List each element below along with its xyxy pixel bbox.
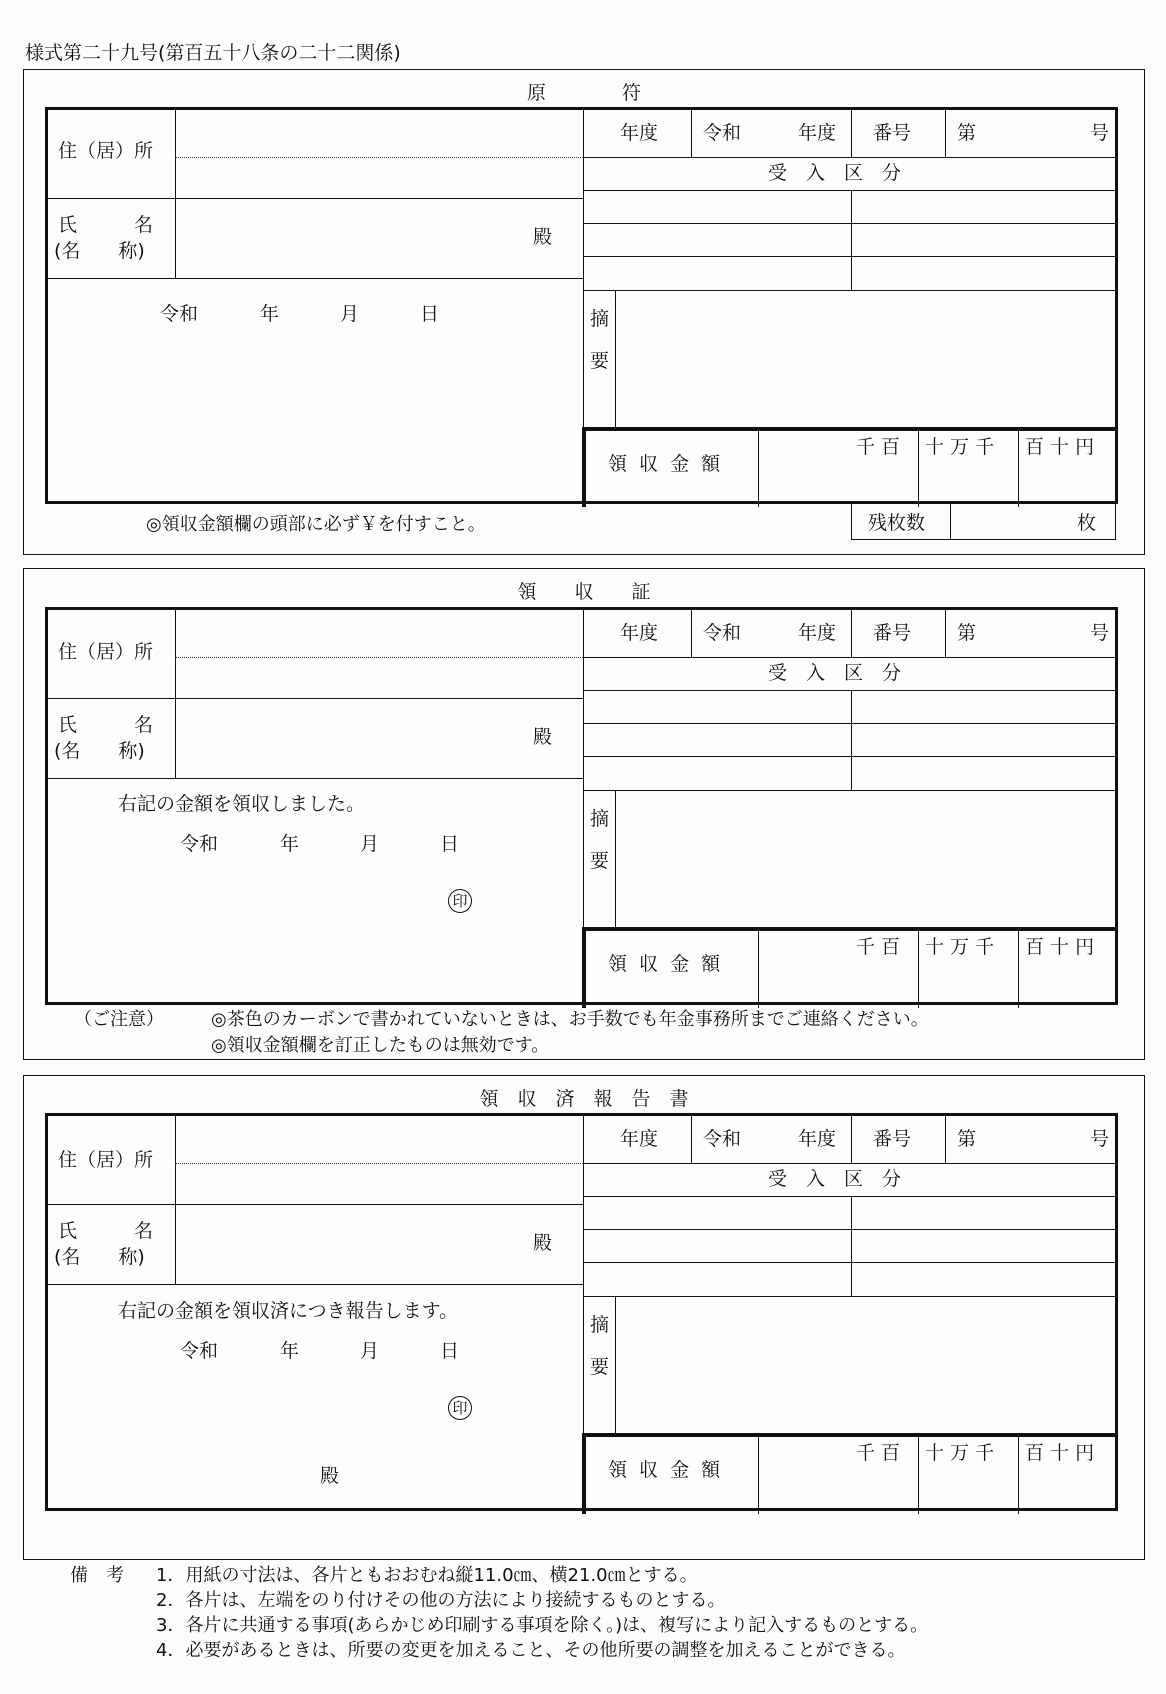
amount-digits: 千 百 xyxy=(856,1442,901,1464)
receipt-category-cell[interactable] xyxy=(586,193,849,288)
amount-digits: 千 百 xyxy=(856,436,901,458)
receipt-category-label: 受 入 区 分 xyxy=(768,662,902,684)
section-report xyxy=(23,1075,1145,1560)
remaining-count-box xyxy=(851,502,1116,540)
number-label: 番号 xyxy=(873,122,912,144)
amount-digits: 百 十 円 xyxy=(1025,436,1095,458)
dono-text: 殿 xyxy=(320,1465,340,1487)
number-prefix: 第 xyxy=(957,1128,977,1150)
remarks-item: 1．用紙の寸法は、各片ともおおむね縦11.0㎝、横21.0㎝とする。 xyxy=(156,1565,698,1586)
dono-text: 殿 xyxy=(533,226,553,248)
remaining-unit: 枚 xyxy=(1077,512,1097,534)
summary-label: 要 xyxy=(590,850,610,872)
number-label: 番号 xyxy=(873,622,912,644)
amount-field[interactable] xyxy=(761,1466,1115,1510)
section-receipt xyxy=(23,568,1145,1060)
seal-mark: 印 xyxy=(448,1396,472,1420)
remaining-label: 残枚数 xyxy=(868,512,926,534)
number-prefix: 第 xyxy=(957,122,977,144)
name-label: 氏 名 xyxy=(58,714,154,736)
receipt-category-cell[interactable] xyxy=(854,693,1114,788)
date-year: 年 xyxy=(280,1340,300,1362)
report-table xyxy=(45,1113,1118,1511)
remarks-label: 備 考 xyxy=(70,1565,124,1586)
report-statement: 右記の金額を領収済につき報告します。 xyxy=(118,1300,459,1322)
caution-label: （ご注意） xyxy=(74,1009,164,1030)
dono-text: 殿 xyxy=(533,726,553,748)
fiscal-year-label: 年度 xyxy=(620,122,659,144)
form-title: 様式第二十九号(第百五十八条の二十二関係) xyxy=(25,42,401,64)
remaining-count-field[interactable] xyxy=(953,504,1073,536)
section-title: 原 符 xyxy=(526,82,641,104)
name-label: 氏 名 xyxy=(58,214,154,236)
amount-digits: 百 十 円 xyxy=(1025,1442,1095,1464)
receipt-table xyxy=(45,607,1118,1005)
receipt-category-label: 受 入 区 分 xyxy=(768,1168,902,1190)
name-label-alt: (名 称) xyxy=(54,1246,145,1268)
stub-table xyxy=(45,107,1118,504)
receipt-category-cell[interactable] xyxy=(854,1199,1114,1294)
date-reiwa: 令和 xyxy=(180,833,219,855)
amount-digits: 十 万 千 xyxy=(925,1442,995,1464)
receipt-category-cell[interactable] xyxy=(586,1199,849,1294)
receipt-statement: 右記の金額を領収しました。 xyxy=(118,793,366,815)
name-label-alt: (名 称) xyxy=(54,240,145,262)
date-month: 月 xyxy=(340,303,360,325)
summary-label: 摘 xyxy=(590,308,610,330)
address-label: 住（居）所 xyxy=(58,641,154,663)
amount-digits: 十 万 千 xyxy=(925,936,995,958)
section-title: 領 収 済 報 告 書 xyxy=(479,1088,689,1110)
summary-label: 要 xyxy=(590,1356,610,1378)
amount-label: 領 収 金 額 xyxy=(608,1459,724,1481)
fiscal-year-label: 年度 xyxy=(620,622,659,644)
number-label: 番号 xyxy=(873,1128,912,1150)
address-label: 住（居）所 xyxy=(58,1149,154,1171)
reiwa-fiscal-year-field[interactable]: 令和 年度 xyxy=(703,122,837,144)
receipt-category-label: 受 入 区 分 xyxy=(768,162,902,184)
caution-line: ◎茶色のカーボンで書かれていないときは、お手数でも年金事務所までご連絡ください。 xyxy=(211,1009,929,1030)
amount-digits: 十 万 千 xyxy=(925,436,995,458)
summary-label: 要 xyxy=(590,350,610,372)
yen-note: ◎領収金額欄の頭部に必ず￥を付すこと。 xyxy=(146,514,486,535)
caution-line: ◎領収金額欄を訂正したものは無効です。 xyxy=(211,1035,550,1056)
address-field[interactable] xyxy=(178,112,580,196)
receipt-category-cell[interactable] xyxy=(854,193,1114,288)
amount-field[interactable] xyxy=(761,960,1115,1004)
date-reiwa: 令和 xyxy=(160,303,199,325)
name-label: 氏 名 xyxy=(58,1220,154,1242)
number-suffix: 号 xyxy=(1090,122,1110,144)
seal-mark: 印 xyxy=(448,889,472,913)
date-month: 月 xyxy=(360,1340,380,1362)
address-field[interactable] xyxy=(178,612,580,696)
remarks-item: 4．必要があるときは、所要の変更を加えること、その他所要の調整を加えることができる。 xyxy=(156,1640,906,1661)
dono-text: 殿 xyxy=(533,1232,553,1254)
amount-label: 領 収 金 額 xyxy=(608,453,724,475)
date-day: 日 xyxy=(420,303,440,325)
date-year: 年 xyxy=(280,833,300,855)
remarks-item: 2．各片は、左端をのり付けその他の方法により接続するものとする。 xyxy=(156,1590,726,1611)
number-prefix: 第 xyxy=(957,622,977,644)
amount-label: 領 収 金 額 xyxy=(608,953,724,975)
section-title: 領 収 証 xyxy=(517,581,651,603)
summary-label: 摘 xyxy=(590,1314,610,1336)
date-month: 月 xyxy=(360,833,380,855)
name-label-alt: (名 称) xyxy=(54,740,145,762)
address-label: 住（居）所 xyxy=(58,140,154,162)
name-field[interactable] xyxy=(178,701,580,776)
reiwa-fiscal-year-field[interactable]: 令和 年度 xyxy=(703,622,837,644)
section-stub xyxy=(23,69,1145,555)
number-suffix: 号 xyxy=(1090,1128,1110,1150)
receipt-category-cell[interactable] xyxy=(586,693,849,788)
date-day: 日 xyxy=(440,833,460,855)
amount-field[interactable] xyxy=(761,460,1115,504)
amount-digits: 百 十 円 xyxy=(1025,936,1095,958)
date-day: 日 xyxy=(440,1340,460,1362)
summary-field[interactable] xyxy=(618,293,1114,426)
address-field[interactable] xyxy=(178,1118,580,1202)
date-reiwa: 令和 xyxy=(180,1340,219,1362)
summary-field[interactable] xyxy=(618,1299,1114,1432)
date-year: 年 xyxy=(260,303,280,325)
amount-digits: 千 百 xyxy=(856,936,901,958)
number-suffix: 号 xyxy=(1090,622,1110,644)
reiwa-fiscal-year-field[interactable]: 令和 年度 xyxy=(703,1128,837,1150)
summary-label: 摘 xyxy=(590,808,610,830)
fiscal-year-label: 年度 xyxy=(620,1128,659,1150)
name-field[interactable] xyxy=(178,1207,580,1282)
remarks-item: 3．各片に共通する事項(あらかじめ印刷する事項を除く。)は、複写により記入するものとする。 xyxy=(156,1615,929,1636)
name-field[interactable] xyxy=(178,201,580,276)
summary-field[interactable] xyxy=(618,793,1114,926)
